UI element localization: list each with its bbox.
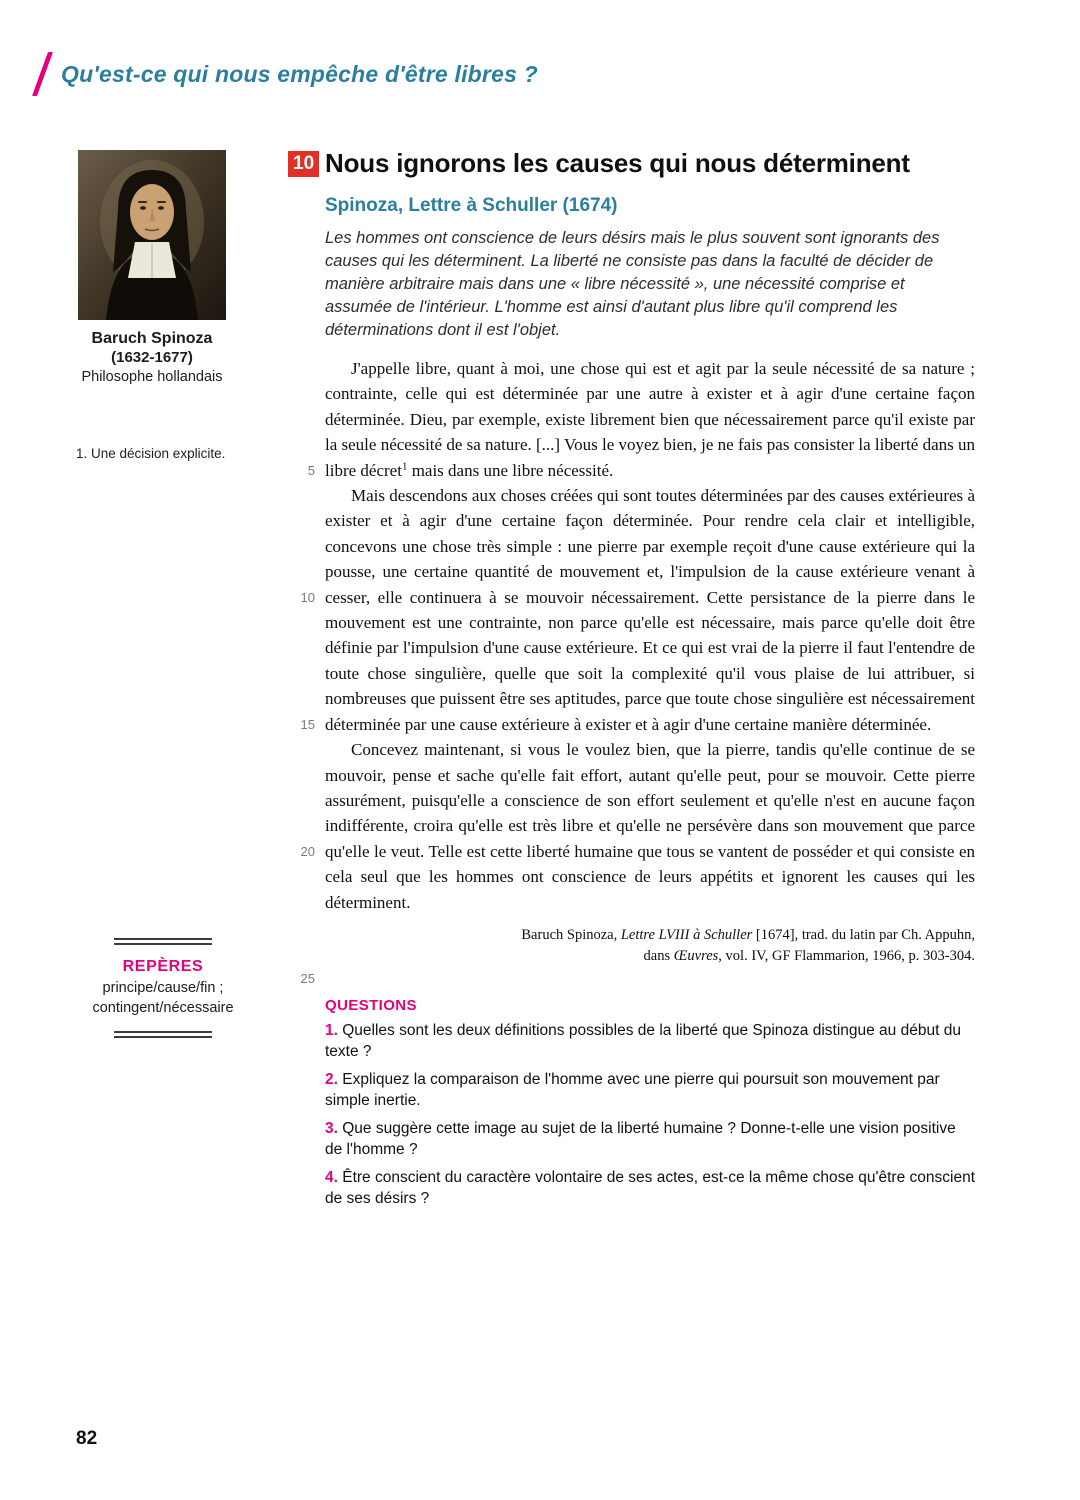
reperes-box xyxy=(88,938,238,1038)
source-author: Baruch Spinoza, xyxy=(521,926,621,943)
question-4 xyxy=(325,1167,975,1210)
question-number: 2. xyxy=(325,1070,338,1088)
question-1 xyxy=(325,1020,975,1063)
source-publisher: , vol. IV, GF Flammarion, 1966, p. 303-304. xyxy=(718,947,975,964)
questions-section xyxy=(325,997,975,1210)
paragraph-1 xyxy=(325,356,975,483)
portrait-name: Baruch Spinoza xyxy=(91,330,213,347)
question-3 xyxy=(325,1118,975,1161)
questions-title: QUESTIONS xyxy=(325,996,417,1014)
line-number: 25 xyxy=(300,971,315,986)
reperes-line-1: principe/cause/fin ; xyxy=(102,980,224,996)
source-line-1 xyxy=(325,925,975,946)
slash-decoration-icon xyxy=(32,52,53,96)
footnote-definition: 1. Une décision explicite. xyxy=(76,446,226,461)
chapeau-intro: Les hommes ont conscience de leurs désirs mais le plus souvent sont ignorants des causes qui les déterminent. La liberté ne consiste pas dans la faculté de décider de manière arbitraire mais dans une « libre nécessité », une nécessité comprise et assumée de l'intérieur. L'homme est ainsi d'autant plus libre qu'il comprend les déterminations dont il est l'objet. xyxy=(325,229,940,339)
chapter-header xyxy=(40,52,538,96)
paragraph-1-end: mais dans une libre nécessité. xyxy=(407,460,614,480)
source-in: dans xyxy=(643,947,674,964)
question-number: 1. xyxy=(325,1021,338,1039)
paragraph-2: Mais descendons aux choses créées qui sont toutes déterminées par des causes extérieures à exister et à agir d'une certaine façon déterminée. Pour rendre cela clair et intelligible, concevons une chose très simple : une pierre par exemple reçoit d'une cause extérieure qui la pousse, une certaine quantité de mouvement et, l'impulsion de la cause extérieure venant à cesser, elle continuera à se mouvoir nécessairement. Cette persistance de la pierre dans le mouvement est une contrainte, non parce qu'elle est nécessaire, mais parce qu'elle doit être définie par l'impulsion d'une cause extérieure. Et ce qui est vrai de la pierre il faut l'entendre de toute chose singulière, quelle que soit la complexité qu'il vous plaise de lui attribuer, si nombreuses que puissent être ses aptitudes, parce que toute chose singulière est nécessairement déterminée par une cause extérieure à exister et à agir d'une certaine manière déterminée. xyxy=(325,486,975,734)
document-header xyxy=(293,148,975,179)
reperes-line-2: contingent/nécessaire xyxy=(92,1000,234,1016)
spinoza-portrait xyxy=(78,150,226,320)
line-number: 15 xyxy=(300,717,315,732)
spinoza-portrait-image xyxy=(78,150,226,320)
double-rule-bottom xyxy=(114,1031,212,1038)
document-subtitle: Spinoza, Lettre à Schuller (1674) xyxy=(325,195,618,216)
page-number: 82 xyxy=(76,1428,98,1449)
source-citation xyxy=(325,925,975,967)
paragraph-1-text: J'appelle libre, quant à moi, une chose qui est et agit par la seule nécessité de sa nature ; contrainte, celle qui est déterminée par une autre à exister et à agir d'une certaine façon déterminée. Dieu, par exemple, existe librement bien que nécessairement parce qu'il existe par la seule nécessité de sa nature. [...] Vous le voyez bien, je ne fais pas consister la liberté dans un libre décret xyxy=(325,359,975,480)
line-number: 10 xyxy=(300,590,315,605)
document-number-badge: 10 xyxy=(288,151,319,177)
footnote-marker: 1 xyxy=(401,459,408,472)
question-text: Quelles sont les deux définitions possibles de la liberté que Spinoza distingue au début du texte ? xyxy=(325,1021,961,1061)
question-text: Que suggère cette image au sujet de la liberté humaine ? Donne-t-elle une vision positive de l'homme ? xyxy=(325,1119,956,1159)
document-title: Nous ignorons les causes qui nous déterminent xyxy=(325,148,910,178)
paragraph-3: Concevez maintenant, si vous le voulez bien, que la pierre, tandis qu'elle continue de se mouvoir, pense et sache qu'elle fait effort, autant qu'elle peut, pour se mouvoir. Cette pierre assurément, puisqu'elle a conscience de son effort seulement et qu'elle n'est en aucune façon indifférente, croira qu'elle est très libre et qu'elle ne persévère dans son mouvement que parce qu'elle le veut. Telle est cette liberté humaine que tous se vantent de posséder et qui consiste en cela seul que les hommes ont conscience de leurs appétits et ignorent les causes qui les déterminent. xyxy=(325,740,975,912)
question-number: 4. xyxy=(325,1168,338,1186)
line-number: 5 xyxy=(307,463,315,478)
source-work-title: Lettre LVIII à Schuller xyxy=(620,926,753,943)
question-text: Expliquez la comparaison de l'homme avec une pierre qui poursuit son mouvement par simple inertie. xyxy=(325,1070,940,1110)
portrait-dates: (1632-1677) xyxy=(111,349,193,366)
chapter-title: Qu'est-ce qui nous empêche d'être libres ? xyxy=(61,60,538,87)
document-column xyxy=(293,148,976,1210)
question-2 xyxy=(325,1069,975,1112)
question-text: Être conscient du caractère volontaire de ses actes, est-ce la même chose qu'être conscient de ses désirs ? xyxy=(325,1168,976,1208)
source-translator: [1674], trad. du latin par Ch. Appuhn, xyxy=(752,926,975,943)
source-collection: Œuvres xyxy=(673,947,719,964)
portrait-role: Philosophe hollandais xyxy=(81,369,223,385)
source-line-2 xyxy=(325,946,975,967)
reperes-title: REPÈRES xyxy=(122,958,204,975)
portrait-caption xyxy=(40,330,264,385)
line-number: 20 xyxy=(300,844,315,859)
double-rule-top xyxy=(114,938,212,945)
question-number: 3. xyxy=(325,1119,338,1137)
